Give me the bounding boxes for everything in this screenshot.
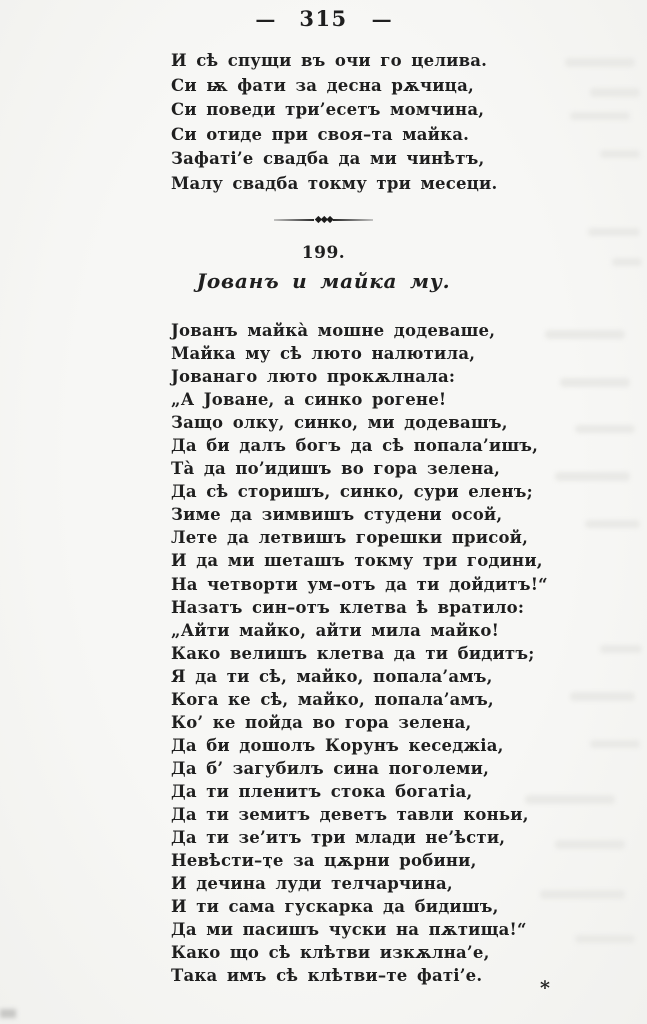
- verse-line: Защо олку, синко, ми додевашъ,: [171, 413, 508, 433]
- verse-line: Майка му сѣ люто налютила,: [171, 344, 476, 364]
- verse-line: Така имъ сѣ клѣтви–те фаті’е.: [171, 966, 483, 986]
- verse-line: Зиме да зимвишъ студени осой,: [171, 505, 503, 525]
- verse-line: Да б’ загубилъ сина поголеми,: [171, 758, 490, 778]
- verse-line: Зафаті’е свадба да ми чинѣтъ,: [171, 149, 485, 168]
- showthrough-mark: [590, 88, 640, 97]
- verse-line: Си отиде при своя–та майка.: [171, 124, 470, 144]
- showthrough-mark: [555, 472, 630, 481]
- verse-line: Малу свадба токму три месеци.: [171, 173, 498, 193]
- verse-line: Јованаго люто прокѫлнала:: [171, 367, 456, 387]
- showthrough-mark: [540, 890, 625, 899]
- divider-line-right: [333, 219, 373, 221]
- verse-line: Да ти пленитъ стока богатіа,: [171, 781, 473, 801]
- verse-line: Назатъ син–отъ клетва ѣ вратило:: [171, 597, 525, 617]
- showthrough-mark: [560, 378, 630, 387]
- showthrough-mark: [585, 520, 640, 528]
- showthrough-mark: [600, 645, 642, 653]
- verse-line: Да сѣ сторишъ, синко, сури еленъ;: [171, 482, 533, 502]
- divider-line-left: [274, 219, 314, 221]
- showthrough-mark: [565, 58, 635, 67]
- showthrough-mark: [590, 740, 640, 748]
- verse-line: И сѣ спущи въ очи го целива.: [171, 51, 488, 70]
- verse-line: Да ми пасишъ чуски на пѫтища!“: [171, 920, 527, 940]
- verse-line: Лете да летвишъ горешки присой,: [171, 528, 529, 548]
- divider-diamonds-icon: ◆◆◆: [314, 214, 333, 225]
- verse-line: Да би дошолъ Корунъ кеседжіа,: [171, 735, 504, 755]
- signature-mark: *: [540, 977, 550, 999]
- showthrough-mark: [588, 228, 640, 236]
- verse-line: Како що сѣ клѣтви изкѫлна’е,: [171, 943, 490, 963]
- song-title: Јованъ и майка му.: [196, 269, 451, 293]
- verse-line: Да ти земитъ деветъ тавли коньи,: [171, 804, 529, 824]
- verse-line: Да би далъ богъ да сѣ попала’ишъ,: [171, 436, 539, 456]
- verse-line: Я да ти сѣ, майко, попала’амъ,: [171, 666, 493, 686]
- song-number: 199.: [301, 243, 346, 263]
- verse-line: „Айти майко, айти мила майко!: [171, 620, 500, 640]
- header-dash-left: —: [255, 6, 276, 31]
- section-divider: [0, 215, 647, 225]
- verse-line: И дечина луди телчарчина,: [171, 874, 453, 894]
- verse-line: Невѣсти–ҭе за цѫрни робини,: [171, 851, 477, 871]
- showthrough-mark: [612, 258, 642, 266]
- scan-edge-smudge: [0, 1009, 16, 1018]
- previous-song-ending: [171, 49, 497, 196]
- showthrough-mark: [570, 112, 630, 120]
- verse-line: Како велишъ клетва да ти бидитъ;: [171, 643, 535, 663]
- page-header: [0, 6, 647, 31]
- verse-line: Та̀ да по’идишъ во гора зелена,: [171, 459, 501, 479]
- header-dash-right: —: [371, 6, 392, 31]
- verse-line: Си поведи три’есетъ момчина,: [171, 100, 485, 119]
- showthrough-mark: [525, 795, 615, 804]
- showthrough-mark: [575, 935, 635, 943]
- showthrough-mark: [555, 840, 625, 849]
- verse-line: И да ми шеташъ токму три години,: [171, 551, 543, 571]
- showthrough-mark: [575, 425, 635, 433]
- verse-line: Кога ке сѣ, майко, попала’амъ,: [171, 689, 494, 709]
- verse-line: „А Јоване, а синко рогене!: [171, 390, 447, 410]
- verse-line: Да ти зе’итъ три млади не’ѣсти,: [171, 828, 506, 848]
- verse-line: Си ѭ фати за десна рѫчица,: [171, 75, 474, 95]
- showthrough-mark: [600, 150, 640, 158]
- verse-line: Ко’ ке пойда во гора зелена,: [171, 712, 472, 732]
- verse-line: И ти сама гускарка да бидишъ,: [171, 897, 499, 917]
- page-number: 315: [299, 6, 348, 31]
- verse-line: Јованъ майка̀ мошне додеваше,: [171, 321, 496, 340]
- verse-line: На четворти ум–отъ да ти дойдитъ!“: [171, 574, 548, 594]
- song-text: [171, 319, 548, 987]
- showthrough-mark: [570, 692, 635, 701]
- showthrough-mark: [545, 330, 625, 339]
